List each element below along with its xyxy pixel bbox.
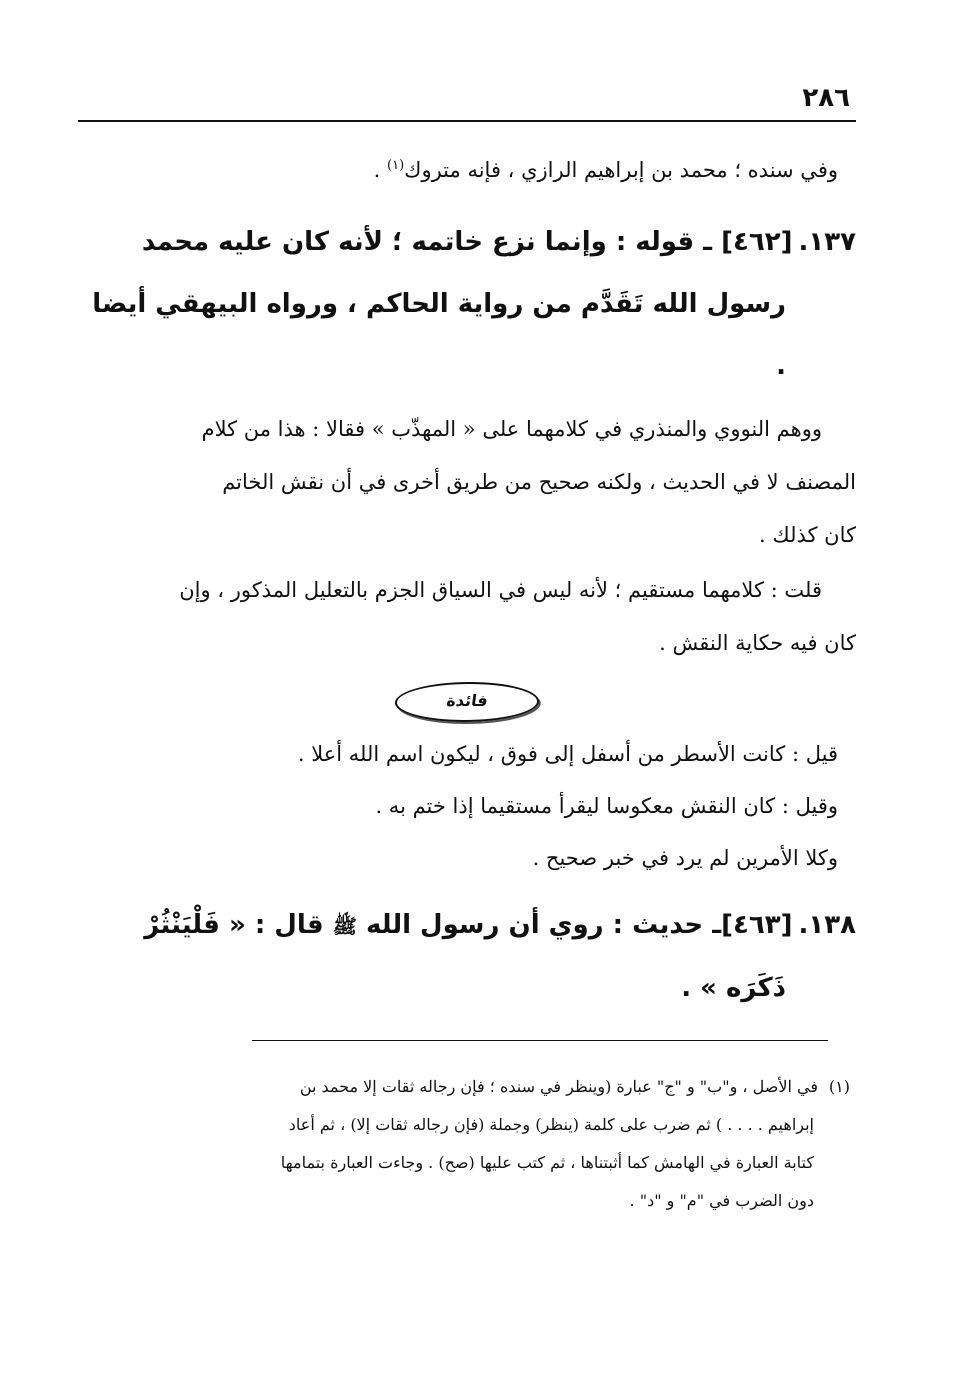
paragraph-1-line-3: كان كذلك . (759, 523, 856, 547)
salawat-symbol: ﷺ (332, 914, 357, 938)
hadith-137-number: ١٣٧. (798, 227, 856, 257)
footnote-rule (252, 1040, 828, 1041)
footnote-line-4: دون الضرب في "م" و "د" . (629, 1191, 814, 1210)
hadith-137-line-1-text: [٤٦٢] ـ قوله : وإنما نزع خاتمه ؛ لأنه كان عليه محمد (141, 227, 793, 257)
paragraph-2-line-2: كان فيه حكاية النقش . (659, 631, 856, 655)
faida-line-1: قيل : كانت الأسطر من أسفل إلى فوق ، ليكون اسم الله أعلا . (297, 742, 838, 766)
faida-badge: فائدة (392, 682, 542, 722)
continuation-tail: . (373, 158, 387, 182)
paragraph-1-line-2: المصنف لا في الحديث ، ولكنه صحيح من طريق أخرى في أن نقش الخاتم (222, 470, 856, 494)
paragraph-1-line-1: ووهم النووي والمنذري في كلامهما على « المهذّب » فقالا : هذا من كلام (201, 417, 822, 441)
hadith-138-line-1-end: قال : « فَلْيَنْثُرْ (144, 910, 324, 940)
footnote-line-2: إبراهيم . . . . ) ثم ضرب على كلمة (ينظر) وجملة (فإن رجاله ثقات إلا) ، ثم أعاد (288, 1115, 814, 1134)
hadith-138-line-1 (78, 894, 856, 957)
faida-header (78, 674, 856, 728)
faida-line-2: وقيل : كان النقش معكوسا ليقرأ مستقيما إذا ختم به . (375, 794, 838, 818)
hadith-138-heading (78, 894, 856, 1019)
hadith-137-heading (78, 211, 856, 397)
hadith-138-line-2: ذَكَرَه » . (681, 973, 786, 1003)
footnote-ref[interactable]: (١) (387, 158, 405, 173)
hadith-137-line-1 (78, 211, 856, 273)
footnote-line-3: كتابة العبارة في الهامش كما أثبتناها ، ثم كتب عليها (صح) . وجاءت العبارة بتمامها (280, 1153, 814, 1172)
continuation-text: وفي سنده ؛ محمد بن إبراهيم الرازي ، فإنه متروك (404, 158, 838, 182)
footnote (80, 1068, 850, 1220)
page-number: ٢٨٦ (802, 83, 850, 113)
hadith-137-line-2: رسول الله تَقَدَّم من رواية الحاكم ، ورواه البيهقي أيضا . (92, 289, 786, 381)
continuation-line (78, 144, 856, 197)
faida-notes (78, 728, 856, 884)
footnote-number: (١) (828, 1077, 850, 1096)
footnote-line-1-text: في الأصل ، و"ب" و "ج" عبارة (وينظر في سنده ؛ فإن رجاله ثقات إلا محمد بن (299, 1077, 818, 1096)
paragraph-2-line-1: قلت : كلامهما مستقيم ؛ لأنه ليس في السياق الجزم بالتعليل المذكور ، وإن (179, 578, 822, 602)
header-rule (78, 120, 856, 122)
hadith-138-number: ١٣٨. (798, 910, 856, 940)
footnote-line-1 (80, 1068, 850, 1106)
paragraph-2 (78, 564, 856, 670)
page-content (78, 78, 856, 1019)
hadith-138-line-1-text: [٤٦٣]ـ حديث : روي أن رسول الله (365, 910, 793, 940)
paragraph-1 (78, 403, 856, 562)
faida-line-3: وكلا الأمرين لم يرد في خبر صحيح . (532, 846, 838, 870)
